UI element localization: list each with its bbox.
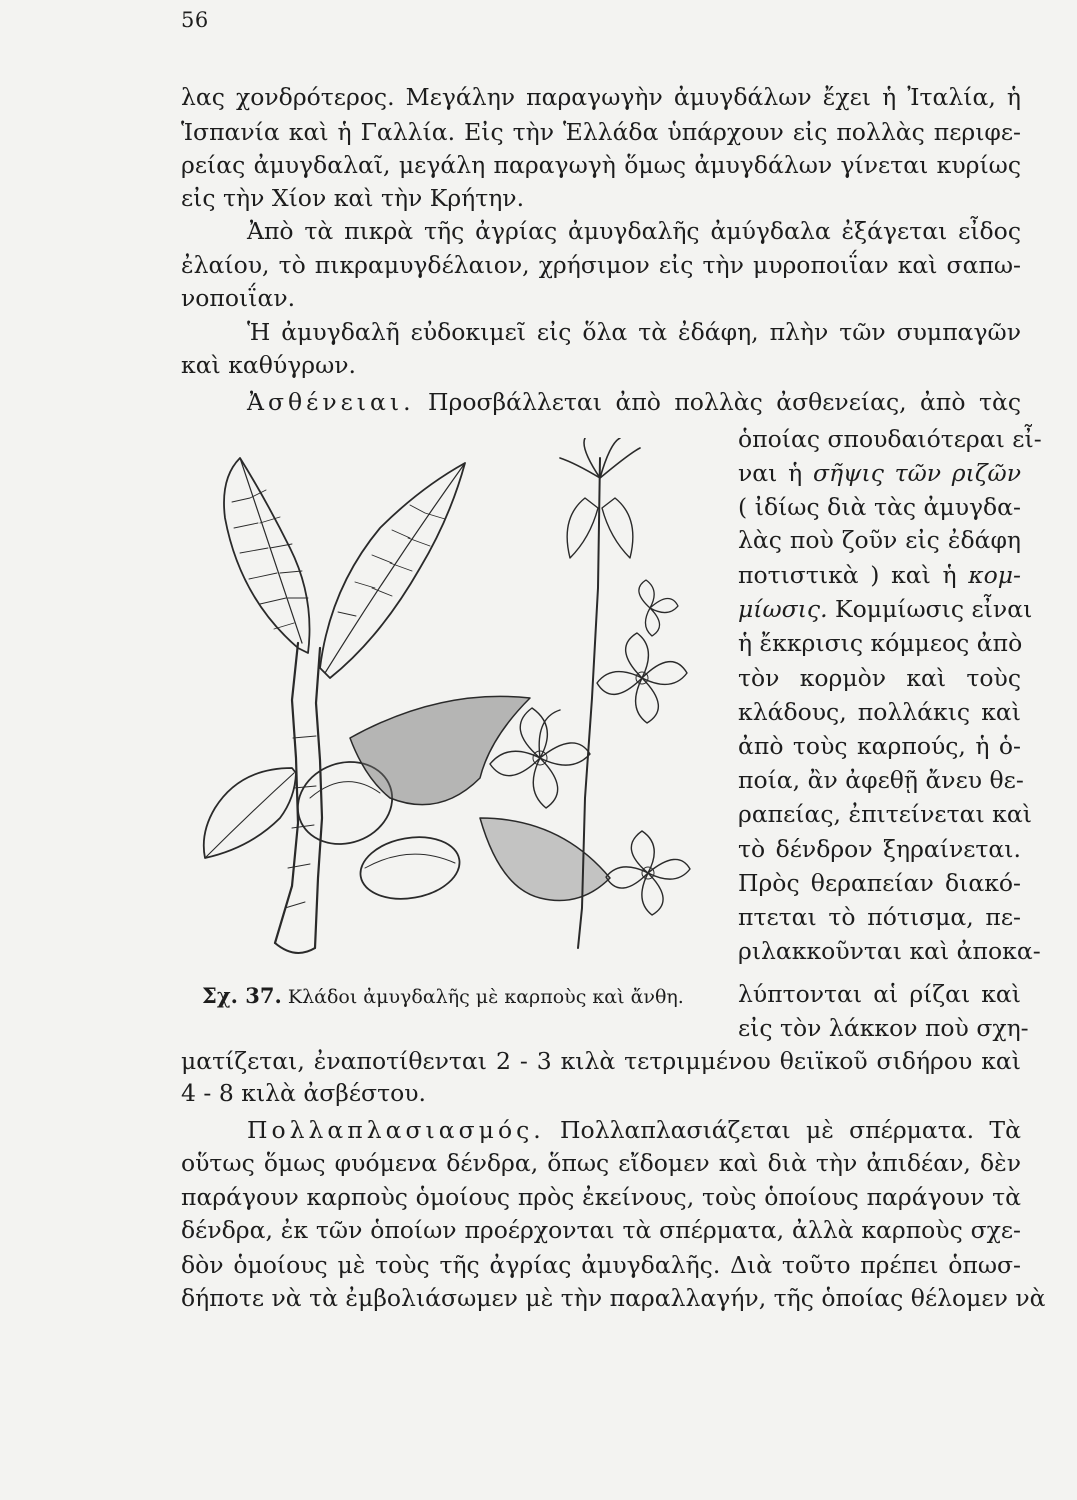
- column-line: τὸ δένδρον ξηραίνεται.: [738, 835, 1021, 863]
- column-line: ριλακκοῦνται καὶ ἀποκα-: [738, 937, 1041, 965]
- column-line: πτεται τὸ πότισμα, πε-: [738, 903, 1021, 931]
- column-line: ὁποίας σπουδαιότεραι εἶ-: [738, 425, 1042, 453]
- section-diseases-first-line: [247, 387, 1021, 417]
- column-line: ἡ ἔκκρισις κόμμεος ἀπὸ: [738, 629, 1023, 657]
- text-line: καὶ καθύγρων.: [181, 351, 357, 379]
- text-line: Ἀπὸ τὰ πικρὰ τῆς ἀγρίας ἀμυγδαλῆς ἀμύγδαλα ἐξάγεται εἶδος: [247, 217, 1021, 245]
- text-line: δήποτε νὰ τὰ ἐμβολιάσωμεν μὲ τὴν παραλλαγήν, τῆς ὁποίας θέλομεν νὰ: [181, 1284, 1046, 1312]
- section-propagation-first-line: [247, 1115, 1021, 1145]
- column-line: τὸν κορμὸν καὶ τοὺς: [738, 664, 1021, 692]
- text-line: 4 - 8 κιλὰ ἀσβέστου.: [181, 1079, 427, 1107]
- column-line: ἀπὸ τοὺς καρπούς, ἡ ὁ-: [738, 732, 1021, 760]
- text-line: δὸν ὁμοίους μὲ τοὺς τῆς ἀγρίας ἀμυγδαλῆς. Διὰ τοῦτο πρέπει ὁπωσ-: [181, 1251, 1021, 1279]
- section-heading-diseases: Ἀσθένειαι.: [247, 388, 415, 416]
- text-line: ἐλαίου, τὸ πικραμυγδέλαιον, χρήσιμον εἰς τὴν μυροποιΐαν καὶ σαπω-: [181, 251, 1021, 279]
- column-line: ποτιστικὰ ) καὶ ἡ κομ-: [738, 561, 1021, 589]
- text-line: νοποιΐαν.: [181, 284, 296, 312]
- text-line: οὕτως ὅμως φυόμενα δένδρα, ὅπως εἴδομεν καὶ διὰ τὴν ἀπιδέαν, δὲν: [181, 1149, 1021, 1177]
- column-line: ραπείας, ἐπιτείνεται καὶ: [738, 800, 1032, 828]
- text-line: δένδρα, ἐκ τῶν ὁποίων προέρχονται τὰ σπέρματα, ἀλλὰ καρποὺς σχε-: [181, 1216, 1021, 1244]
- text-line: Ἱσπανία καὶ ἡ Γαλλία. Εἰς τὴν Ἑλλάδα ὑπάρχουν εἰς πολλὰς περιφε-: [181, 118, 1021, 146]
- text-line: Ἡ ἀμυγδαλῆ εὐδοκιμεῖ εἰς ὅλα τὰ ἐδάφη, πλὴν τῶν συμπαγῶν: [247, 318, 1021, 346]
- text-span: Προσβάλλεται ἀπὸ πολλὰς ἀσθενείας, ἀπὸ τὰς: [428, 388, 1021, 416]
- figure-caption-text: Κλάδοι ἀμυγδαλῆς μὲ καρποὺς καὶ ἄνθη.: [287, 986, 684, 1008]
- text-line: παράγουν καρποὺς ὁμοίους πρὸς ἐκείνους, τοὺς ὁποίους παράγουν τὰ: [181, 1183, 1021, 1211]
- column-line: ναι ἡ σῆψις τῶν ριζῶν: [738, 459, 1022, 487]
- column-line: ( ἰδίως διὰ τὰς ἀμυγδα-: [738, 493, 1021, 521]
- column-line: κλάδους, πολλάκις καὶ: [738, 698, 1021, 726]
- figure-label: Σχ. 37.: [202, 983, 282, 1008]
- column-line: Πρὸς θεραπείαν διακό-: [738, 869, 1021, 897]
- column-line: μίωσις. Κομμίωσις εἶναι: [738, 595, 1033, 623]
- column-line: λὰς ποὺ ζοῦν εἰς ἐδάφη: [738, 526, 1021, 554]
- column-line: εἰς τὸν λάκκον ποὺ σχη-: [738, 1014, 1029, 1042]
- section-heading-propagation: Πολλαπλασιασμός.: [247, 1116, 545, 1144]
- text-line: ρείας ἀμυγδαλαῖ, μεγάλη παραγωγὴ ὅμως ἀμυγδάλων γίνεται κυρίως: [181, 151, 1021, 179]
- text-line: εἰς τὴν Χίον καὶ τὴν Κρήτην.: [181, 184, 525, 212]
- page-number: 56: [181, 8, 209, 32]
- column-line: λύπτονται αἱ ρίζαι καὶ: [738, 980, 1021, 1008]
- text-span: Πολλαπλασιάζεται μὲ σπέρματα. Τὰ: [560, 1116, 1021, 1144]
- italic-term: κομ-: [968, 561, 1021, 589]
- figure-caption: [202, 983, 684, 1010]
- text-line: λας χονδρότερος. Μεγάλην παραγωγὴν ἀμυγδάλων ἔχει ἡ Ἰταλία, ἡ: [181, 83, 1021, 111]
- column-line: ποία, ἂν ἀφεθῇ ἄνευ θε-: [738, 766, 1024, 794]
- almond-branch-illustration: [180, 438, 735, 978]
- italic-term: σῆψις τῶν ριζῶν: [812, 459, 1022, 487]
- italic-term: μίωσις.: [738, 595, 828, 623]
- text-line: ματίζεται, ἐναποτίθενται 2 - 3 κιλὰ τετριμμένου θειϊκοῦ σιδήρου καὶ: [181, 1047, 1021, 1075]
